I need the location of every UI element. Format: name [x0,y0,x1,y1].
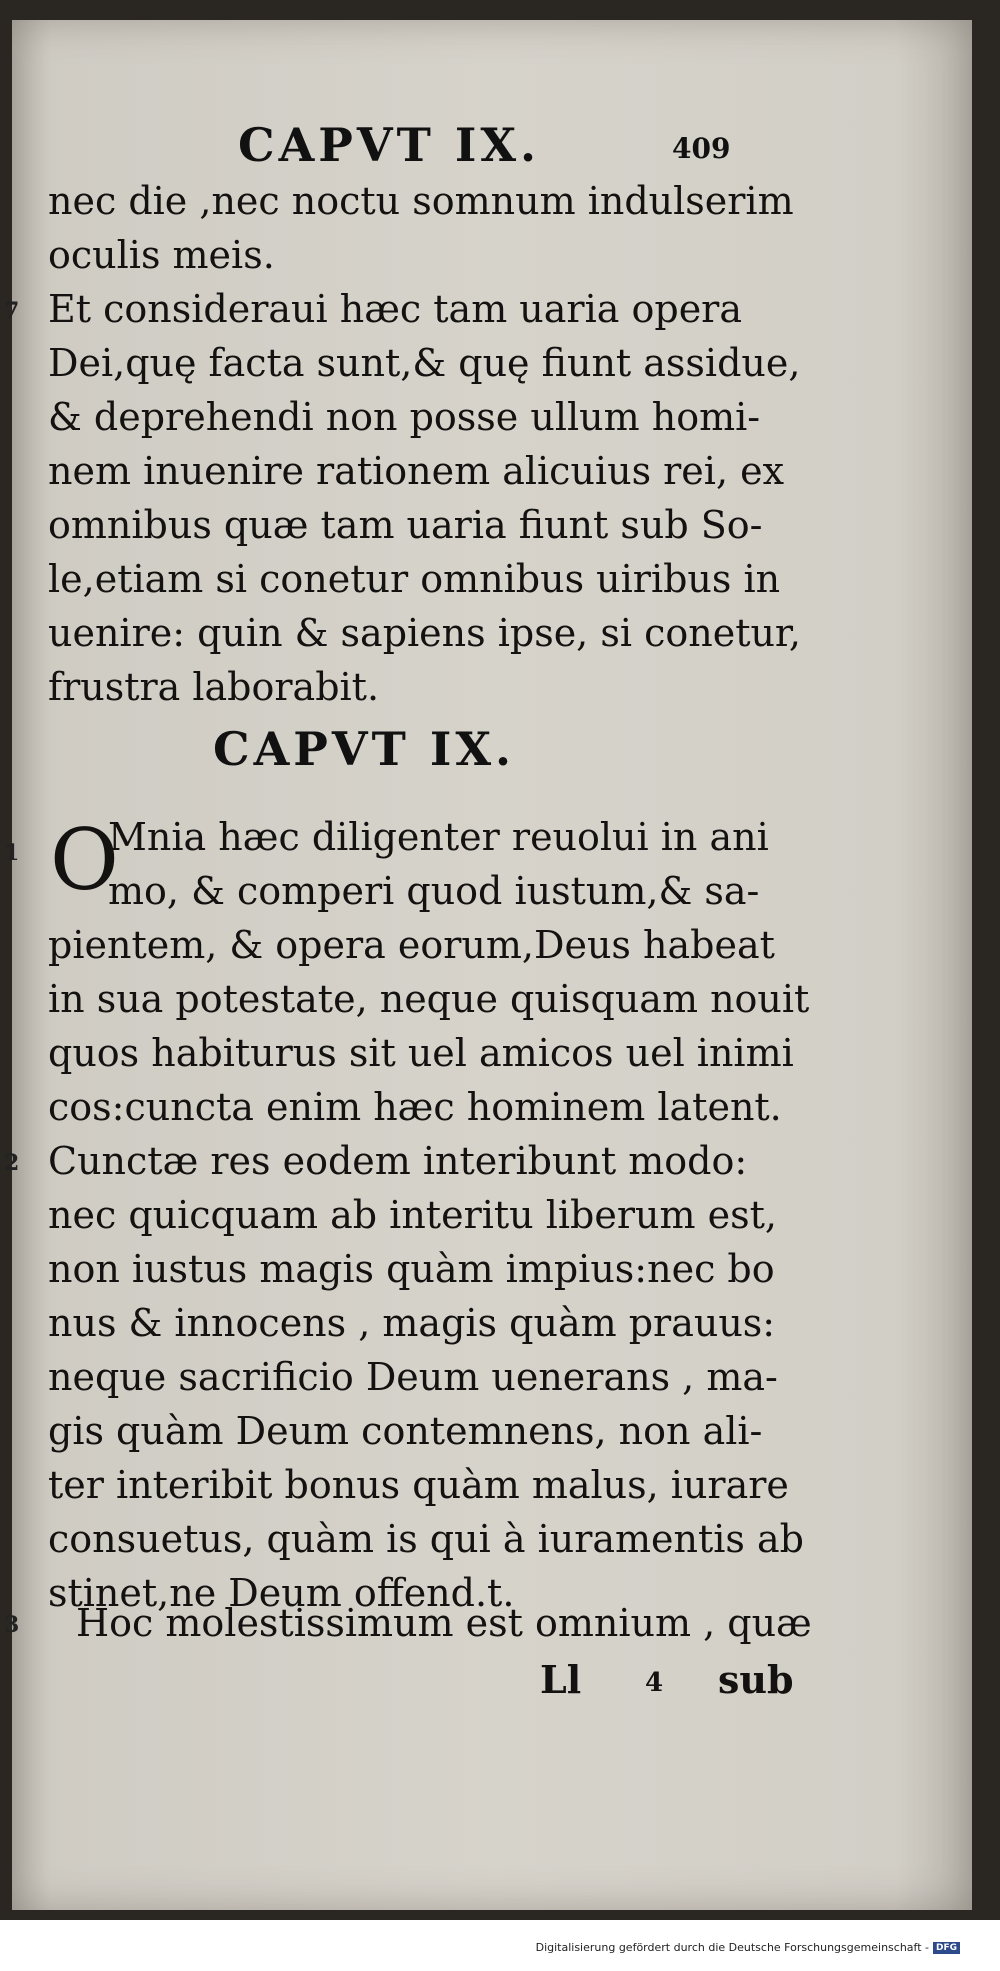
text-line: Mnia hæc diligenter reuolui in ani [108,815,769,859]
verse-number: 1 [4,840,20,866]
text-line: stinet,ne Deum offend.t. [48,1571,515,1615]
text-line: nec die ,nec noctu somnum indulserim [48,179,794,223]
text-line: cos:cuncta enim hæc hominem latent. [48,1085,782,1129]
text-line: non iustus magis quàm impius:nec bo [48,1247,775,1291]
text-line: in sua potestate, neque quisquam nouit [48,977,810,1021]
text-line: ter interibit bonus quàm malus, iurare [48,1463,789,1507]
signature-mark: Ll [540,1657,582,1702]
page-number: 409 [672,132,731,165]
text-line: gis quàm Deum contemnens, non ali- [48,1409,763,1453]
text-line: Hoc molestissimum est omnium , quæ [76,1601,812,1645]
text-line: nem inuenire rationem alicuius rei, ex [48,449,785,493]
running-head: CAPVT IX. [238,118,541,172]
text-line: frustra laborabit. [48,665,380,709]
verse-number: 7 [4,298,20,324]
signature-number: 4 [645,1668,664,1698]
drop-initial: O [50,811,119,909]
funding-text: Digitalisierung gefördert durch die Deutsche Forschungsgemeinschaft - [535,1941,929,1954]
text-line: pientem, & opera eorum,Deus habeat [48,923,775,967]
text-line: & deprehendi non posse ullum homi- [48,395,761,439]
text-line: nec quicquam ab interitu liberum est, [48,1193,777,1237]
text-line: nus & innocens , magis quàm prauus: [48,1301,776,1345]
text-line: quos habiturus sit uel amicos uel inimi [48,1031,794,1075]
text-line: le,etiam si conetur omnibus uiribus in [48,557,781,601]
text-line: neque sacrificio Deum uenerans , ma- [48,1355,778,1399]
text-line: mo, & comperi quod iustum,& sa- [108,869,760,913]
chapter-heading: CAPVT IX. [213,722,516,776]
text-line: omnibus quæ tam uaria fiunt sub So- [48,503,763,547]
text-line: Et consideraui hæc tam uaria opera [48,287,743,331]
verse-number: 2 [4,1150,20,1176]
text-line: oculis meis. [48,233,275,277]
text-line: uenire: quin & sapiens ipse, si conetur, [48,611,802,655]
dfg-logo: DFG [933,1942,960,1954]
funding-note [536,1941,960,1954]
text-line: Cunctæ res eodem interibunt modo: [48,1139,748,1183]
verse-number: 3 [4,1612,20,1638]
catchword: sub [718,1657,794,1702]
text-line: consuetus, quàm is qui à iuramentis ab [48,1517,804,1561]
text-line: Dei,quę facta sunt,& quę fiunt assidue, [48,341,801,385]
